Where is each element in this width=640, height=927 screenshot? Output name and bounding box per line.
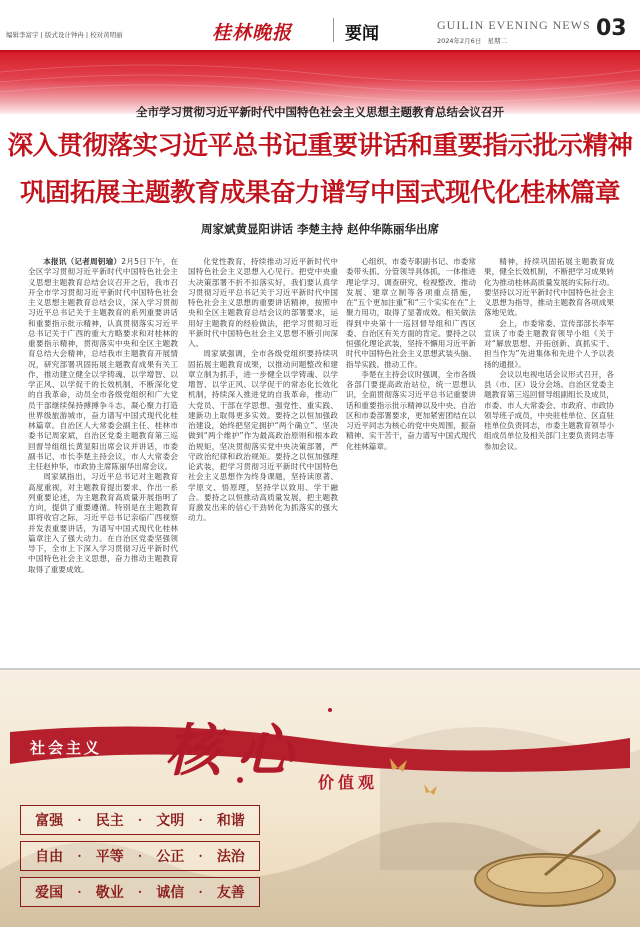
value-item: 诚信 xyxy=(156,885,185,901)
banner-core: 核心 xyxy=(165,718,309,784)
value-item: 文明 xyxy=(156,813,185,829)
banner-socialism: 社会主义 xyxy=(30,739,103,757)
weekday-text: 星期二 xyxy=(487,37,508,45)
page-number: 03 xyxy=(596,16,627,41)
paragraph: 李楚在主持会议时强调，全市各级各部门要提高政治站位，统一思想认识，全面贯彻落实习近平总书记重要讲话和重要指示批示精神以及中央、自治区和市委部署要求，更加紧密团结在以习近平同志为核心的党中央周围，振奋精神、实干苦干，奋力谱写中国式现代化桂林篇章。 xyxy=(346,369,476,451)
paragraph: 化党性教育，持续推动习近平新时代中国特色社会主义思想入心见行。把党中央重大决策部署不折不扣落实好，我们要认真学习贯彻习近平总书记关于习近平新时代中国特色社会主义思想的重要讲话精神，按照中央和全区主题教育总结会议的部署要求，运用好主题教育的经验做法，把学习贯彻习近平新时代中国特色社会主义思想不断引向深入。 xyxy=(188,257,338,348)
issue-date xyxy=(437,36,507,45)
paragraph: 本报讯（记者周钥瑜）2月5日下午，在全区学习贯彻习近平新时代中国特色社会主义思想主题教育总结会议召开之后，我市召开全市学习贯彻习近平新时代中国特色社会主义思想主题教育总结会议，深入学习贯彻习近平总书记关于主题教育的系列重要讲话和重要指示批示精神，认真贯彻落实习近平总书记关于广西的重大方略要求和对桂林的重要指示精神，贯彻落实中央和全区主题教育总结大会精神，总结我市主题教育开展情况，研究部署巩固拓展主题教育成果有关工作，推动建立健全以学铸魂、以学增智、以学正风、以学促干的长效机制，不断深化党的自我革命，动员全市各级党组织和广大党员干部继续保持搏搏争斗志，凝心聚力打造世界级旅游城市，奋力谱写中国式现代化桂林篇章。自治区人大常委会副主任、桂林市委书记周家斌，自治区党委主题教育第三巡回督导组组长黄显阳出席会议并讲话，市委副书记、市长李楚主持会议，市人大常委会主任赵仲华，市政协主席陈丽华出席会议。 xyxy=(28,257,178,471)
article-column-1 xyxy=(28,257,178,602)
value-item: 自由 xyxy=(35,849,64,865)
newspaper-logo: 桂林晚报 xyxy=(212,22,293,44)
values-row: 爱国 · 敬业 · 诚信 · 友善 xyxy=(20,877,260,907)
headline-line-2: 巩固拓展主题教育成果奋力谱写中国式现代化桂林篇章 xyxy=(19,178,620,208)
masthead-divider xyxy=(333,18,334,42)
value-item: 平等 xyxy=(95,849,124,865)
core-values-grid xyxy=(20,805,260,913)
value-item: 富强 xyxy=(35,813,64,829)
value-item: 和谐 xyxy=(216,813,245,829)
paper-english-name: GUILIN EVENING NEWS xyxy=(437,18,591,32)
article-kicker: 全市学习贯彻习近平新时代中国特色社会主义思想主题教育总结会议召开 xyxy=(136,105,504,119)
value-item: 公正 xyxy=(156,849,185,865)
paragraph: 周家斌强调，全市各级党组织要持续巩固拓展主题教育成果，以推动问题整改和建章立制为抓手，进一步健全以学铸魂、以学增智、以学正风、以学促干的常态化长效化机制，持续深入推进党的自我革命，推动广大党员、干部在学思想、强党性、重实践、建新功上取得更多实效。要持之以恒加强政治建设，始终把坚定拥护“两个确立”、坚决做到“两个维护”作为最高政治原则和根本政治规矩，坚决贯彻落实党中央决策部署，严守政治纪律和政治规矩。要持之以恒加强理论武装，把学习贯彻习近平新时代中国特色社会主义思想作为终身课题，坚持读原著、学原文、悟原理，坚持学以致用、学干融合。要持之以恒推动高质量发展，把主题教育激发出来的信心干劲转化为抓落实的强大动力。 xyxy=(188,349,338,523)
value-item: 爱国 xyxy=(35,885,64,901)
article-column-2 xyxy=(188,257,338,602)
paragraph: 会上，市委常委、宣传部部长李军宣读了市委主题教育领导小组《关于对“解放思想、开拓创新、真抓实干、担当作为”先进集体和先进个人予以表扬的通报》。 xyxy=(484,318,614,369)
value-item: 友善 xyxy=(216,885,245,901)
article-byline: 周家斌黄显阳讲话 李楚主持 赵仲华陈丽华出席 xyxy=(200,222,439,236)
paragraph: 心组织、市委专职副书记、市委常委带头抓、分管领导具体抓，一体推进理论学习、调查研究、检视整改、推动发展、建章立制等各项重点措施，在“五个更加注重”和“三个实实在在”上聚力用功，取得了显著成效。相关做法得到中央第十一巡回督导组和广西区委、自治区有关方面的肯定。要持之以恒强化理论武装，坚持不懈用习近平新时代中国特色社会主义思想武装头脑、指导实践、推动工作。 xyxy=(346,257,476,369)
article-column-4 xyxy=(484,257,614,602)
value-item: 敬业 xyxy=(95,885,124,901)
value-item: 民主 xyxy=(95,813,124,829)
paragraph: 周家斌指出，习近平总书记对主题教育高度重视，对主题教育提出要求、作出一系列重要论述，为主题教育高质量开展指明了方向，提供了重要遵循。特别是在主题教育即将收官之际，习近平总书记亲临广西视察并发表重要讲话，为谱写中国式现代化桂林篇章注入了强大动力。在自治区党委坚强领导下，全市上下深入学习贯彻习近平新时代中国特色社会主义思想，奋力推动主题教育取得了重要成效。 xyxy=(28,472,178,574)
paragraph: 精神，持续巩固拓展主题教育成果，健全长效机制，不断把学习成果转化为推动桂林高质量发展的实际行动。要坚持以习近平新时代中国特色社会主义思想为指导，推动主题教育各项成果落地见效。 xyxy=(484,257,614,318)
date-text: 2024年2月6日 xyxy=(437,37,482,45)
headline-line-1: 深入贯彻落实习近平总书记重要讲话和重要指示批示精神 xyxy=(7,131,633,161)
values-row: 富强 · 民主 · 文明 · 和谐 xyxy=(20,805,260,835)
banner-values: 价值观 xyxy=(318,773,379,792)
article-column-3 xyxy=(346,257,476,602)
paragraph: 会议以电视电话会议形式召开，各县（市、区）设分会场。自治区党委主题教育第三巡回督导组副组长及成员，市委、市人大常委会、市政府、市政协领导班子成员，中央驻桂单位、区直驻桂单位负责同志，市委主题教育领导小组成员单位及相关部门主要负责同志等参加会议。 xyxy=(484,369,614,451)
editors-credit: 编辑李富宇 | 版式设计钟冉 | 校对黄明丽 xyxy=(6,31,123,39)
lead-dateline: 本报讯（记者周钥瑜） xyxy=(43,257,122,266)
section-title: 要闻 xyxy=(345,24,379,44)
value-item: 法治 xyxy=(216,849,245,865)
values-row: 自由 · 平等 · 公正 · 法治 xyxy=(20,841,260,871)
